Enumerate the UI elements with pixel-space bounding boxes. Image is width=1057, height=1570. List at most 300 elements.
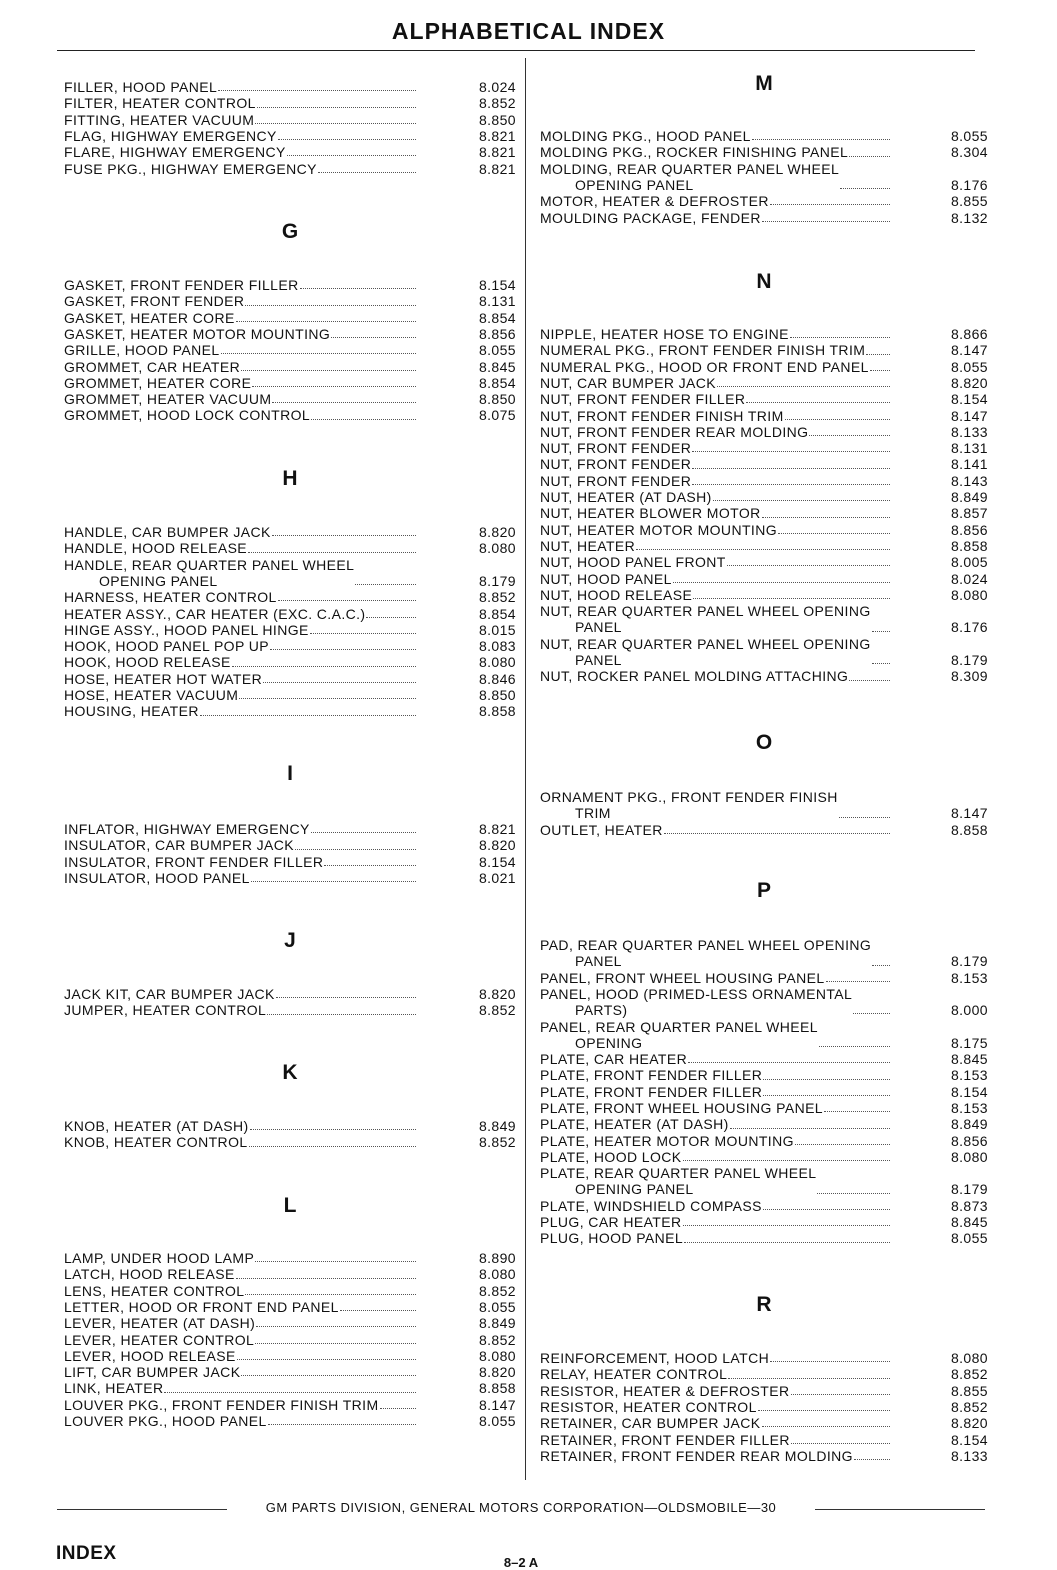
dot-leader bbox=[236, 1278, 416, 1279]
index-entry bbox=[540, 986, 988, 1019]
entry-text-block bbox=[540, 440, 892, 456]
entry-text-block bbox=[64, 293, 418, 309]
entry-text-block bbox=[64, 986, 418, 1002]
entry-part-name: GROMMET, HEATER CORE bbox=[64, 374, 252, 391]
entry-text-block bbox=[64, 1266, 418, 1282]
entry-lines bbox=[540, 1133, 794, 1149]
entry-part-name: RETAINER, FRONT FENDER FILLER bbox=[540, 1431, 790, 1448]
entry-text-block bbox=[64, 606, 418, 622]
entry-text-block bbox=[540, 128, 892, 144]
index-entry bbox=[64, 1348, 516, 1364]
entry-part-name: OUTLET, HEATER bbox=[540, 821, 663, 838]
entry-part-name: PLATE, CAR HEATER bbox=[540, 1051, 688, 1068]
entry-text-block bbox=[64, 1118, 418, 1134]
entry-lines bbox=[540, 1100, 823, 1116]
dot-leader bbox=[255, 1261, 416, 1262]
entry-lines bbox=[540, 1399, 757, 1415]
entry-part-name: FLARE, HIGHWAY EMERGENCY bbox=[64, 144, 286, 161]
entry-part-name: FILTER, HEATER CONTROL bbox=[64, 95, 256, 112]
index-entry bbox=[64, 293, 516, 309]
entry-lines bbox=[540, 1230, 683, 1246]
entry-part-name: LEVER, HEATER CONTROL bbox=[64, 1331, 255, 1348]
entry-lines bbox=[540, 424, 808, 440]
entry-lines bbox=[540, 1350, 769, 1366]
entry-text-block bbox=[64, 1002, 418, 1018]
dot-leader bbox=[849, 156, 890, 157]
entry-text-block bbox=[540, 1100, 892, 1116]
index-entry bbox=[64, 359, 516, 375]
index-entry bbox=[540, 424, 988, 440]
index-entry bbox=[540, 210, 988, 226]
entry-part-name: PLATE, REAR QUARTER PANEL WHEEL bbox=[540, 1165, 817, 1182]
entry-part-name: NUT, FRONT FENDER FILLER bbox=[540, 391, 746, 408]
dot-leader bbox=[295, 849, 416, 850]
entry-lines bbox=[64, 524, 271, 540]
dot-leader bbox=[251, 881, 416, 882]
group-number: 8.821 bbox=[478, 821, 516, 837]
entry-part-name: PLATE, WINDSHIELD COMPASS bbox=[540, 1197, 762, 1214]
group-number: 8.854 bbox=[478, 605, 516, 622]
index-entry bbox=[64, 375, 516, 391]
group-number: 8.179 bbox=[950, 953, 988, 970]
dot-leader bbox=[778, 533, 890, 534]
entry-lines bbox=[64, 342, 220, 358]
group-number: 8.179 bbox=[950, 1181, 988, 1198]
group-number: 8.850 bbox=[478, 687, 516, 703]
entry-lines bbox=[64, 1364, 240, 1380]
entry-lines bbox=[540, 538, 635, 554]
entry-lines bbox=[540, 161, 839, 194]
entry-lines bbox=[540, 489, 712, 505]
index-entry bbox=[540, 1415, 988, 1431]
dot-leader bbox=[241, 1375, 416, 1376]
group-number: 8.080 bbox=[478, 540, 516, 557]
dot-leader bbox=[252, 386, 416, 387]
index-entry bbox=[540, 505, 988, 521]
index-entry bbox=[540, 970, 988, 986]
index-entry bbox=[64, 391, 516, 407]
entry-text-block bbox=[540, 1230, 892, 1246]
index-entry bbox=[64, 821, 516, 837]
entry-text-block bbox=[64, 342, 418, 358]
dot-leader bbox=[870, 370, 890, 371]
section-letter-k: K bbox=[282, 1061, 298, 1084]
entry-text-block bbox=[64, 375, 418, 391]
group-number: 8.154 bbox=[950, 1083, 988, 1100]
dot-leader bbox=[245, 1294, 416, 1295]
group-number: 8.856 bbox=[950, 1132, 988, 1149]
index-entry bbox=[540, 538, 988, 554]
group-number: 8.153 bbox=[950, 969, 988, 986]
entry-part-name: INSULATOR, HOOD PANEL bbox=[64, 869, 250, 886]
entry-lines bbox=[64, 359, 240, 375]
entry-text-block bbox=[540, 1067, 892, 1083]
entry-text-block bbox=[64, 1332, 418, 1348]
entry-text-block bbox=[540, 1084, 892, 1100]
group-number: 8.055 bbox=[478, 342, 516, 359]
entry-part-name: GROMMET, CAR HEATER bbox=[64, 358, 241, 375]
entry-lines bbox=[540, 326, 789, 342]
entry-part-name: GASKET, FRONT FENDER FILLER bbox=[64, 277, 299, 293]
dot-leader bbox=[268, 1424, 416, 1425]
section-letter-m: M bbox=[755, 72, 773, 95]
section-letter-h: H bbox=[282, 467, 298, 490]
group-number: 8.846 bbox=[478, 670, 516, 687]
dot-leader bbox=[770, 204, 890, 205]
dot-leader bbox=[237, 1359, 416, 1360]
entry-text-block bbox=[540, 1133, 892, 1149]
entry-text-block bbox=[540, 522, 892, 538]
entry-text-block bbox=[64, 1250, 418, 1266]
entry-lines bbox=[64, 326, 330, 342]
entry-part-name: NUT, HEATER bbox=[540, 537, 636, 554]
entry-lines bbox=[64, 986, 275, 1002]
index-entry bbox=[64, 524, 516, 540]
group-number: 8.080 bbox=[950, 1350, 988, 1366]
index-entry bbox=[64, 1002, 516, 1018]
group-number: 8.080 bbox=[950, 586, 988, 603]
entry-part-name: GASKET, FRONT FENDER bbox=[64, 293, 245, 310]
index-entry bbox=[540, 1116, 988, 1132]
index-entry bbox=[64, 1397, 516, 1413]
group-number: 8.858 bbox=[950, 537, 988, 554]
group-number: 8.852 bbox=[478, 1282, 516, 1299]
entry-part-name: PAD, REAR QUARTER PANEL WHEEL OPENING bbox=[540, 937, 872, 953]
dot-leader bbox=[770, 1361, 890, 1362]
entry-part-name: HANDLE, HOOD RELEASE bbox=[64, 540, 248, 557]
entry-text-block bbox=[540, 489, 892, 505]
entry-text-block bbox=[540, 1383, 892, 1399]
entry-part-name: LENS, HEATER CONTROL bbox=[64, 1282, 245, 1299]
group-number: 8.176 bbox=[950, 176, 988, 193]
index-entry bbox=[540, 554, 988, 570]
entry-part-name: MOTOR, HEATER & DEFROSTER bbox=[540, 193, 769, 210]
group-number: 8.133 bbox=[950, 1447, 988, 1464]
entry-lines bbox=[540, 668, 848, 684]
index-entry bbox=[540, 1399, 988, 1415]
entry-part-name: PANEL, FRONT WHEEL HOUSING PANEL bbox=[540, 969, 825, 986]
entry-lines bbox=[540, 440, 691, 456]
entry-text-block bbox=[540, 1165, 892, 1198]
index-entry bbox=[64, 128, 516, 144]
dot-leader bbox=[853, 1013, 890, 1014]
entry-text-block bbox=[64, 1380, 418, 1396]
entry-part-name-continued: TRIM bbox=[575, 805, 611, 822]
entry-text-block bbox=[540, 970, 892, 986]
group-number: 8.083 bbox=[478, 638, 516, 655]
entry-text-block bbox=[540, 603, 892, 636]
group-number: 8.849 bbox=[478, 1315, 516, 1332]
entry-part-name: FITTING, HEATER VACUUM bbox=[64, 111, 255, 128]
dot-leader bbox=[746, 402, 890, 403]
entry-part-name: LAMP, UNDER HOOD LAMP bbox=[64, 1250, 255, 1266]
group-number: 8.856 bbox=[478, 325, 516, 342]
entry-lines bbox=[540, 1116, 729, 1132]
page-number: 8–2 A bbox=[503, 1555, 539, 1570]
index-entry bbox=[540, 822, 988, 838]
entry-text-block bbox=[64, 95, 418, 111]
entry-part-name-continued: OPENING PANEL bbox=[99, 572, 218, 589]
entry-part-name: FLAG, HIGHWAY EMERGENCY bbox=[64, 127, 277, 144]
index-entry bbox=[64, 1364, 516, 1380]
group-number: 8.141 bbox=[950, 456, 988, 473]
group-number: 8.175 bbox=[950, 1034, 988, 1051]
entry-lines bbox=[540, 1051, 687, 1067]
entry-text-block bbox=[64, 837, 418, 853]
index-entry bbox=[64, 986, 516, 1002]
index-entry bbox=[540, 571, 988, 587]
entry-part-name: GASKET, HEATER MOTOR MOUNTING bbox=[64, 325, 331, 342]
footer-division-text: GM PARTS DIVISION, GENERAL MOTORS CORPORATION—OLDSMOBILE—30 bbox=[265, 1500, 777, 1515]
entry-text-block bbox=[540, 391, 892, 407]
index-entry bbox=[540, 440, 988, 456]
entry-part-name: LEVER, HOOD RELEASE bbox=[64, 1347, 236, 1364]
entry-text-block bbox=[540, 326, 892, 342]
dot-leader bbox=[763, 1095, 890, 1096]
entry-part-name-continued: OPENING PANEL bbox=[575, 176, 694, 193]
column-divider bbox=[525, 58, 526, 1480]
group-number: 8.858 bbox=[478, 1380, 516, 1397]
entry-text-block bbox=[540, 1149, 892, 1165]
section-letter-n: N bbox=[756, 270, 772, 293]
group-number: 8.821 bbox=[478, 127, 516, 144]
entry-text-block bbox=[540, 1432, 892, 1448]
index-entry bbox=[64, 1283, 516, 1299]
section-letter-o: O bbox=[755, 731, 773, 754]
index-entry bbox=[540, 1432, 988, 1448]
dot-leader bbox=[221, 353, 416, 354]
group-number: 8.154 bbox=[950, 1431, 988, 1448]
group-number: 8.852 bbox=[478, 95, 516, 112]
dot-leader bbox=[241, 370, 416, 371]
entry-part-name: KNOB, HEATER (AT DASH) bbox=[64, 1118, 249, 1134]
dot-leader bbox=[236, 321, 416, 322]
group-number: 8.849 bbox=[478, 1118, 516, 1134]
entry-part-name: LIFT, CAR BUMPER JACK bbox=[64, 1364, 241, 1381]
entry-text-block bbox=[540, 193, 892, 209]
entry-lines bbox=[540, 391, 745, 407]
entry-lines bbox=[540, 937, 871, 970]
index-entry bbox=[540, 1383, 988, 1399]
group-number: 8.153 bbox=[950, 1100, 988, 1116]
group-number: 8.080 bbox=[950, 1148, 988, 1165]
entry-lines bbox=[540, 408, 784, 424]
entry-text-block bbox=[64, 540, 418, 556]
entry-part-name: NUT, HEATER (AT DASH) bbox=[540, 489, 712, 505]
index-entry bbox=[540, 1198, 988, 1214]
entry-text-block bbox=[64, 1348, 418, 1364]
group-number: 8.854 bbox=[478, 374, 516, 391]
entry-lines bbox=[540, 1165, 816, 1198]
entry-lines bbox=[64, 310, 235, 326]
dot-leader bbox=[849, 680, 890, 681]
dot-leader bbox=[340, 1310, 416, 1311]
entry-text-block bbox=[540, 1350, 892, 1366]
entry-text-block bbox=[540, 571, 892, 587]
entry-text-block bbox=[64, 622, 418, 638]
entry-part-name: RETAINER, FRONT FENDER REAR MOLDING bbox=[540, 1447, 853, 1464]
entry-part-name: GROMMET, HOOD LOCK CONTROL bbox=[64, 407, 311, 424]
section-letter-l: L bbox=[283, 1194, 297, 1217]
entry-part-name: HOSE, HEATER VACUUM bbox=[64, 687, 239, 703]
index-entry bbox=[64, 854, 516, 870]
entry-part-name: FUSE PKG., HIGHWAY EMERGENCY bbox=[64, 160, 317, 177]
entry-lines bbox=[540, 1084, 762, 1100]
entry-part-name: PLATE, FRONT FENDER FILLER bbox=[540, 1083, 763, 1100]
entry-lines bbox=[64, 606, 365, 622]
index-entry bbox=[64, 622, 516, 638]
entry-part-name: KNOB, HEATER CONTROL bbox=[64, 1134, 248, 1151]
dot-leader bbox=[664, 833, 890, 834]
entry-part-name: NUT, REAR QUARTER PANEL WHEEL OPENING bbox=[540, 635, 871, 652]
dot-leader bbox=[287, 155, 416, 156]
entry-text-block bbox=[64, 1397, 418, 1413]
dot-leader bbox=[684, 1242, 890, 1243]
group-number: 8.845 bbox=[950, 1051, 988, 1068]
entry-part-name: NIPPLE, HEATER HOSE TO ENGINE bbox=[540, 326, 789, 342]
group-number: 8.849 bbox=[950, 1116, 988, 1133]
group-number: 8.852 bbox=[478, 1134, 516, 1151]
entry-lines bbox=[540, 603, 871, 636]
entry-lines bbox=[540, 986, 852, 1019]
group-number: 8.055 bbox=[950, 1230, 988, 1247]
entry-part-name-continued: PANEL bbox=[575, 651, 622, 668]
group-number: 8.852 bbox=[950, 1398, 988, 1415]
entry-text-block bbox=[64, 359, 418, 375]
index-entry bbox=[540, 342, 988, 358]
entry-lines bbox=[540, 522, 777, 538]
index-entry bbox=[540, 522, 988, 538]
entry-part-name: NUT, FRONT FENDER bbox=[540, 472, 692, 489]
entry-text-block bbox=[64, 589, 418, 605]
index-entry bbox=[540, 1149, 988, 1165]
entry-text-block bbox=[540, 456, 892, 472]
entry-part-name: FILLER, HOOD PANEL bbox=[64, 79, 218, 95]
entry-lines bbox=[64, 703, 199, 719]
group-number: 8.075 bbox=[478, 407, 516, 424]
group-number: 8.080 bbox=[478, 1347, 516, 1364]
index-entry bbox=[64, 326, 516, 342]
group-number: 8.856 bbox=[950, 521, 988, 538]
entry-text-block bbox=[540, 668, 892, 684]
entry-lines bbox=[540, 342, 865, 358]
entry-lines bbox=[540, 1448, 853, 1464]
entry-lines bbox=[64, 391, 271, 407]
entry-text-block bbox=[540, 1415, 892, 1431]
entry-part-name: NUT, FRONT FENDER FINISH TRIM bbox=[540, 407, 784, 424]
index-label: INDEX bbox=[56, 1543, 117, 1564]
index-entry bbox=[540, 668, 988, 684]
entry-lines bbox=[540, 1198, 762, 1214]
dot-leader bbox=[762, 517, 890, 518]
entry-part-name: PLATE, FRONT WHEEL HOUSING PANEL bbox=[540, 1100, 823, 1116]
entry-text-block bbox=[64, 821, 418, 837]
group-number: 8.820 bbox=[478, 524, 516, 540]
index-entry bbox=[64, 79, 516, 95]
entry-lines bbox=[64, 1299, 339, 1315]
entry-lines bbox=[64, 1332, 254, 1348]
entry-part-name: NUT, CAR BUMPER JACK bbox=[540, 374, 717, 391]
index-entry bbox=[64, 342, 516, 358]
entry-lines bbox=[540, 636, 871, 669]
entry-text-block bbox=[540, 822, 892, 838]
entry-lines bbox=[540, 456, 691, 472]
index-entry bbox=[540, 1214, 988, 1230]
group-number: 8.850 bbox=[478, 111, 516, 128]
dot-leader bbox=[311, 419, 416, 420]
entry-text-block bbox=[64, 671, 418, 687]
entry-part-name: LOUVER PKG., HOOD PANEL bbox=[64, 1413, 267, 1429]
dot-leader bbox=[256, 1326, 416, 1327]
index-entry bbox=[64, 1315, 516, 1331]
dot-leader bbox=[872, 663, 890, 664]
group-number: 8.890 bbox=[478, 1250, 516, 1266]
entry-part-name: PANEL, REAR QUARTER PANEL WHEEL bbox=[540, 1018, 818, 1035]
group-number: 8.845 bbox=[478, 358, 516, 375]
entry-text-block bbox=[64, 654, 418, 670]
index-entry bbox=[540, 473, 988, 489]
group-number: 8.080 bbox=[478, 1266, 516, 1283]
dot-leader bbox=[636, 549, 890, 550]
dot-leader bbox=[763, 1079, 890, 1080]
index-entry bbox=[64, 310, 516, 326]
group-number: 8.055 bbox=[478, 1298, 516, 1315]
entry-part-name-continued: PANEL bbox=[575, 619, 622, 636]
index-entry bbox=[64, 837, 516, 853]
entry-text-block bbox=[64, 112, 418, 128]
index-entry bbox=[540, 1165, 988, 1198]
dot-leader bbox=[728, 1378, 890, 1379]
entry-text-block bbox=[540, 161, 892, 194]
group-number: 8.852 bbox=[478, 1331, 516, 1348]
entry-lines bbox=[64, 671, 262, 687]
index-entry bbox=[540, 408, 988, 424]
group-number: 8.845 bbox=[950, 1214, 988, 1231]
index-entry bbox=[64, 144, 516, 160]
dot-leader bbox=[683, 1160, 890, 1161]
entry-part-name: NUT, ROCKER PANEL MOLDING ATTACHING bbox=[540, 668, 849, 685]
entry-lines bbox=[540, 554, 726, 570]
index-entry bbox=[540, 603, 988, 636]
dot-leader bbox=[866, 354, 890, 355]
dot-leader bbox=[791, 1394, 891, 1395]
entry-part-name: INFLATOR, HIGHWAY EMERGENCY bbox=[64, 821, 310, 837]
group-number: 8.820 bbox=[478, 837, 516, 854]
entry-lines bbox=[64, 293, 244, 309]
entry-part-name: HINGE ASSY., HOOD PANEL HINGE bbox=[64, 621, 309, 638]
entry-text-block bbox=[64, 161, 418, 177]
index-entry bbox=[540, 1051, 988, 1067]
entry-lines bbox=[64, 821, 310, 837]
index-entry bbox=[64, 589, 516, 605]
entry-part-name: HEATER ASSY., CAR HEATER (EXC. C.A.C.) bbox=[64, 605, 366, 622]
entry-text-block bbox=[540, 1198, 892, 1214]
entry-part-name: NUT, FRONT FENDER bbox=[540, 440, 692, 457]
entry-lines bbox=[64, 654, 231, 670]
entry-text-block bbox=[540, 375, 892, 391]
entry-text-block bbox=[540, 937, 892, 970]
entry-part-name: PLATE, HEATER (AT DASH) bbox=[540, 1116, 729, 1133]
group-number: 8.852 bbox=[478, 1002, 516, 1019]
group-number: 8.179 bbox=[950, 651, 988, 668]
entry-lines bbox=[64, 870, 250, 886]
entry-part-name-continued: PARTS) bbox=[575, 1002, 628, 1019]
dot-leader bbox=[752, 139, 890, 140]
entry-lines bbox=[540, 193, 769, 209]
entry-lines bbox=[64, 622, 309, 638]
entry-lines bbox=[64, 638, 269, 654]
entry-part-name: HOUSING, HEATER bbox=[64, 703, 199, 720]
